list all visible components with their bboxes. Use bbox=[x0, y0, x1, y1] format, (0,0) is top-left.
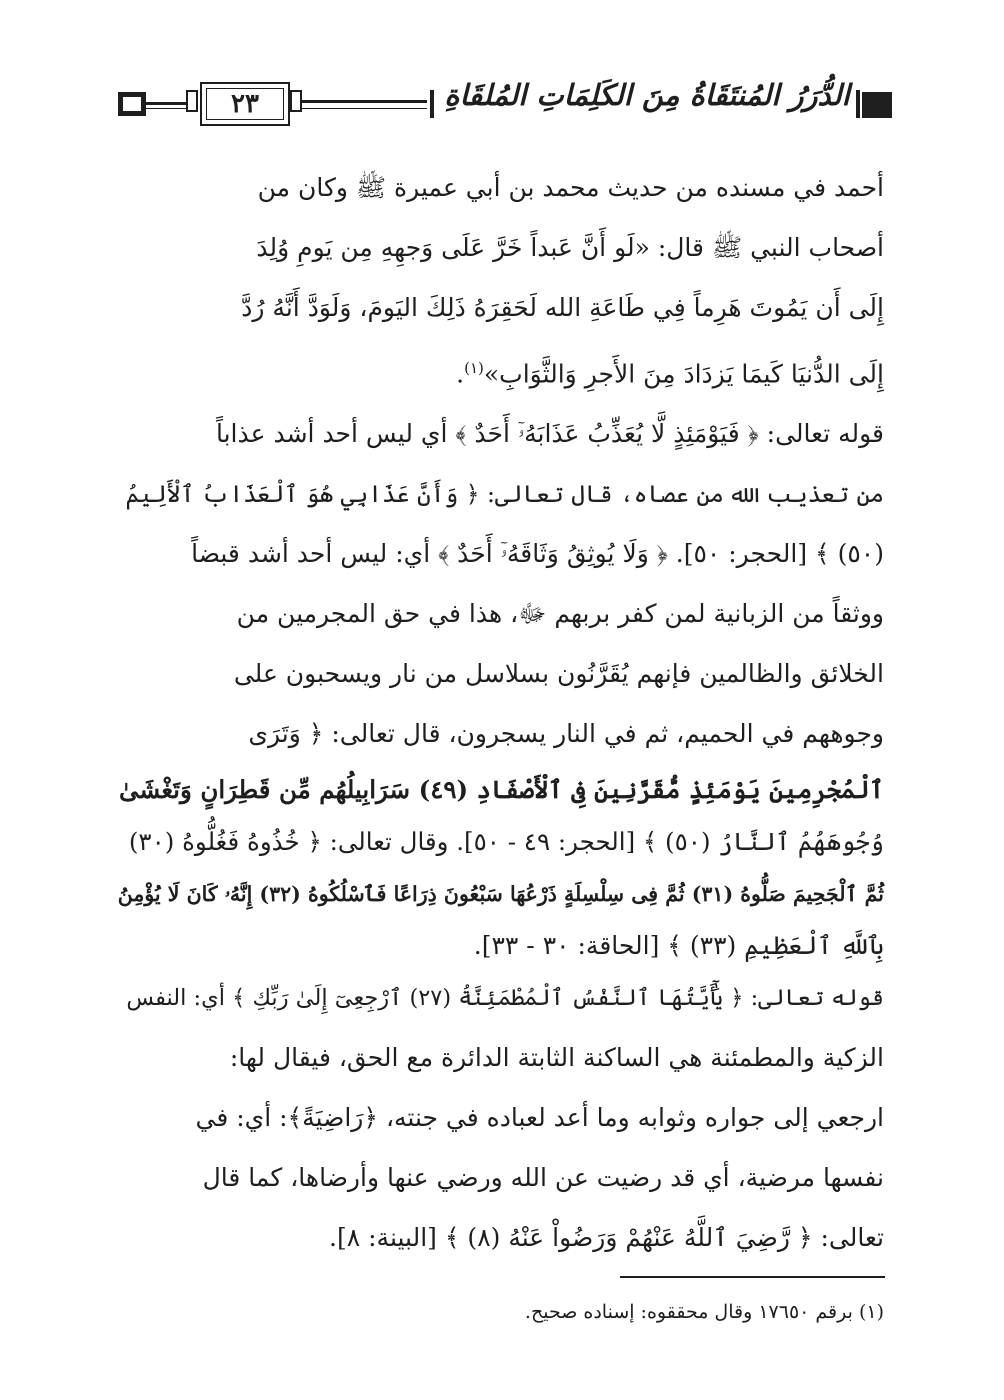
text-line: إِلَى أَن يَمُوتَ هَرِماً فِي طَاعَةِ الله لَحَقِرَهُ ذَلِكَ اليَومَ، وَلَوَدَّ أَنَّهُ رُدَّ bbox=[241, 293, 884, 322]
header-rule-middle bbox=[302, 100, 427, 103]
paragraph-hadith bbox=[114, 158, 884, 404]
text-line: (٥٠) ﴾ [الحجر: ٥٠]. ﴿ وَلَا يُوثِقُ وَثَاقَهُۥٓ أَحَدٌ ﴾ أي: ليس أحد أشد قبضاً bbox=[191, 539, 884, 568]
text-line: الزكية والمطمئنة هي الساكنة الثابتة الدائرة مع الحق، فيقال لها: bbox=[229, 1043, 884, 1072]
header-bar-right bbox=[856, 90, 860, 118]
header-knot-left bbox=[186, 90, 198, 112]
header-knot-right bbox=[290, 90, 302, 112]
footnote-separator bbox=[620, 1276, 885, 1278]
page-number-box bbox=[200, 82, 290, 126]
header-bar-left bbox=[430, 90, 434, 118]
quran-line: ٱلْمُجْرِمِينَ يَوْمَئِذٍ مُّقَرَّنِينَ فِى ٱلْأَصْفَادِ (٤٩) سَرَابِيلُهُم مِّن قَطِرَانٍ وَتَغْشَىٰ bbox=[119, 775, 884, 804]
text-line: الخلائق والظالمين فإنهم يُقَرَّنُون بسلاسل من نار ويسحبون على bbox=[233, 659, 884, 688]
quran-line: ثُمَّ ٱلْجَحِيمَ صَلُّوهُ (٣١) ثُمَّ فِى سِلْسِلَةٍ ذَرْعُهَا سَبْعُونَ ذِرَاعًا فَٱسْلُكُوهُ (٣٢) إِنَّهُۥ كَانَ لَا يُؤْمِنُ bbox=[117, 882, 884, 906]
text-line: قوله تعالى: ﴿ يَٰٓأَيَّتُهَا ٱلنَّفْسُ ٱلْمُطْمَئِنَّةُ (٢٧) ٱرْجِعِىٓ إِلَىٰ رَبِّكِ ﴾ أي: النفس bbox=[126, 985, 884, 1011]
text-line: وجوههم في الحميم، ثم في النار يسجرون، قال تعالى: ﴿ وَتَرَى bbox=[248, 719, 884, 748]
text-line: ووثقاً من الزبانية لمن كفر بربهم ﷻ، هذا في حق المجرمين من bbox=[236, 599, 884, 628]
text-line-last: إِلَى الدُّنيَا كَيمَا يَزدَادَ مِنَ الأَجرِ وَالثَّوَابِ»$^{(١)}$. bbox=[456, 359, 884, 389]
header-title: الدُّرَرُ المُنتَقَاةُ مِنَ الكَلِمَاتِ المُلقَاةِ bbox=[444, 78, 850, 112]
text-line: ارجعي إلى جواره وثوابه وما أعد لعباده في جنته، ﴿رَاضِيَةً﴾: أي: في bbox=[195, 1103, 884, 1132]
paragraph-punishment bbox=[114, 404, 884, 972]
text-line: أصحاب النبي ﷺ قال: «لَو أَنَّ عَبداً خَرَّ عَلَى وَجهِهِ مِن يَومِ وُلِدَ bbox=[256, 233, 884, 262]
running-header bbox=[112, 78, 892, 134]
text-line: تعالى: ﴿ رَّضِيَ ٱللَّهُ عَنْهُمْ وَرَضُواْ عَنْهُ (٨) ﴾ [البينة: ٨]. bbox=[329, 1223, 884, 1252]
header-rule-middle-thin bbox=[302, 108, 427, 109]
text-line: بِٱللَّهِ ٱلْعَظِيمِ (٣٣) ﴾ [الحاقة: ٣٠ - ٣٣]. bbox=[473, 931, 884, 960]
header-rule-left-thin bbox=[146, 108, 186, 109]
page-number: ٢٣ bbox=[231, 89, 259, 119]
text-line: أحمد في مسنده من حديث محمد بن أبي عميرة ﷺ وكان من bbox=[257, 173, 884, 202]
text-line: من تعذيب الله من عصاه، قال تعالى: ﴿ وَأَنَّ عَذَابِي هُوَ ٱلْعَذَابُ ٱلْأَلِيمُ bbox=[125, 480, 884, 508]
text-line: نفسها مرضية، أي قد رضيت عن الله ورضي عنها وأرضاها، كما قال bbox=[202, 1163, 884, 1192]
text-line: قوله تعالى: ﴿ فَيَوْمَئِذٍ لَّا يُعَذِّبُ عَذَابَهُۥٓ أَحَدٌ ﴾ أي ليس أحد أشد عذاباً bbox=[215, 419, 884, 448]
header-rule-left bbox=[146, 102, 186, 105]
header-ornament-right-square bbox=[862, 92, 892, 118]
footnote: (١) برقم ١٧٦٥٠ وقال محققوه: إسناده صحيح. bbox=[524, 1301, 884, 1323]
paragraph-tranquil-soul bbox=[114, 968, 884, 1268]
hadith-end: إِلَى الدُّنيَا كَيمَا يَزدَادَ مِنَ الأَجرِ وَالثَّوَابِ» bbox=[483, 359, 884, 389]
header-ornament-left-square bbox=[118, 92, 146, 116]
text-line: وُجُوهَهُمُ ٱلنَّارُ (٥٠) ﴾ [الحجر: ٤٩ - ٥٠]. وقال تعالى: ﴿ خُذُوهُ فَغُلُّوهُ (٣٠) bbox=[128, 827, 884, 856]
footnote-reference: (١) bbox=[464, 359, 484, 377]
